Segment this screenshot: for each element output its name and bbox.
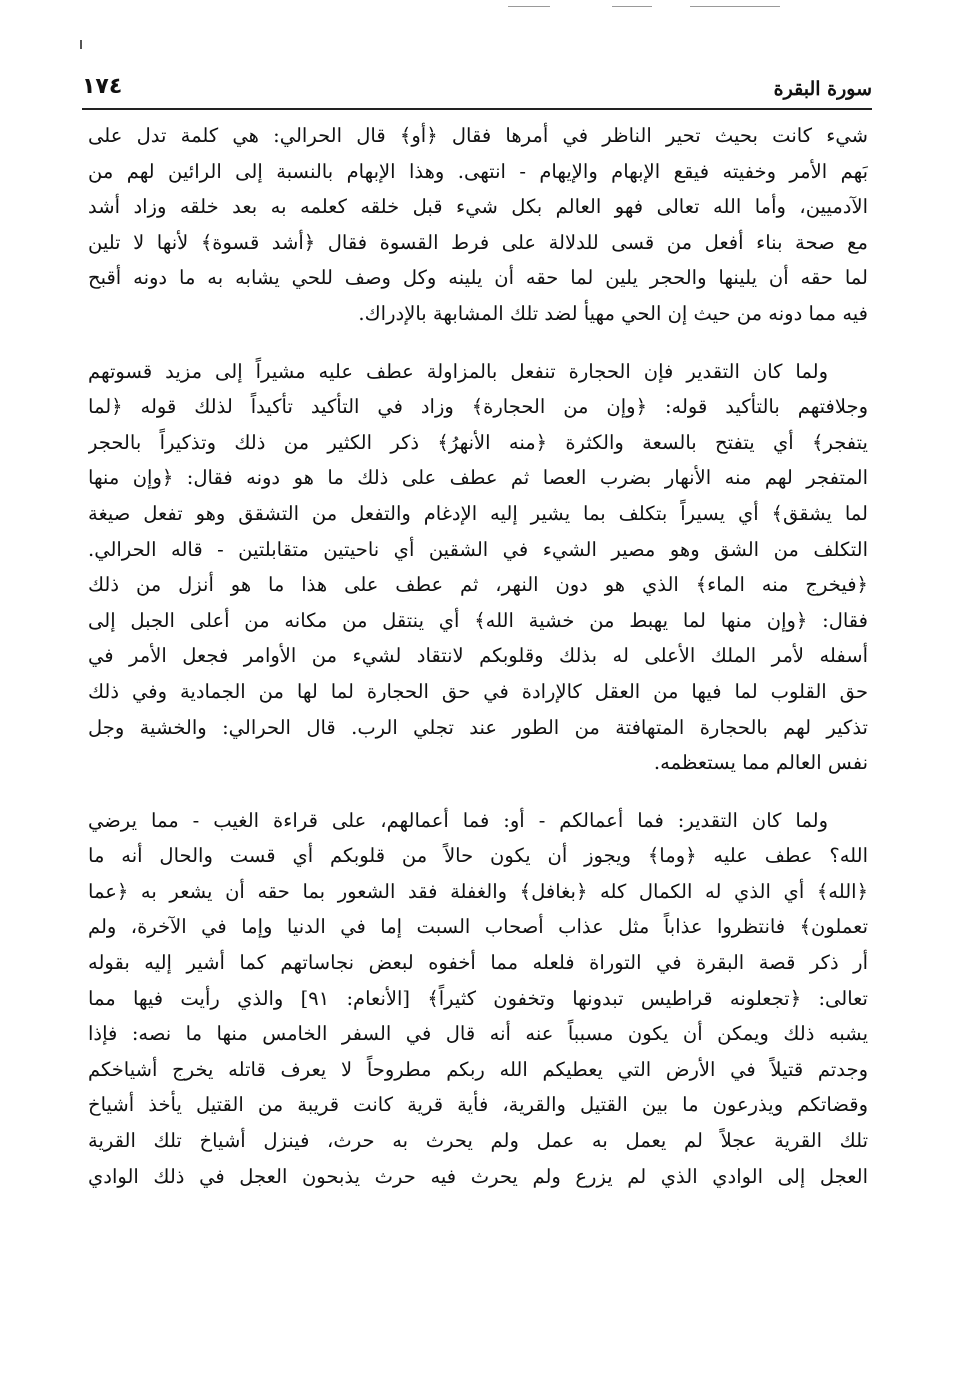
page-number: ١٧٤ [82,74,123,99]
text-line: ولما كان التقدير: فما أعمالكم - أو: فما أعمالهم، على قراءة الغيب - مما يرضي [88,808,828,832]
scan-artifact [508,6,550,7]
text-line: بَهم الأمر وخفيته فيقع الإبهام والإيهام - انتهى. وهذا الإبهام بالنسبة إلى الرائين لهم من [88,159,868,183]
text-line: التكلف من الشق وهو مصير الشيء في الشقين أي ناحيتين متقابلتين - قاله الحرالي. [88,537,868,561]
text-line: تعالى: ﴿تجعلونه قراطيس تبدونها وتخفون كثيراً﴾ [الأنعام: ٩١] والذي رأيت فيها مما [88,986,868,1010]
paragraph [88,803,868,1195]
text-line: فقال: ﴿وإن منها لما يهبط من خشية الله﴾ أي ينتقل من مكانه من أعلى الجبل إلى [88,608,868,632]
scan-artifact [690,6,780,7]
text-line: وقضاتكم ويذرعون ما بين القتيل والقرية، فأية قرية كانت قريبة من القتيل يأخذ أشياخ [88,1093,868,1117]
text-line: مع صحة بناء أفعل من قسى للدلالة على فرط القسوة فقال ﴿أشد قسوة﴾ لأنها لا تلين [88,230,868,254]
text-line: الله؟ عطف عليه ﴿وما﴾ ويجوز أن يكون حالاً من قلوبكم أي قست والحال أنه ما [88,844,868,868]
text-line: شيء كانت بحيث تحير الناظر في أمرها فقال ﴿أو﴾ قال الحرالي: هي كلمة تدل على [88,124,868,147]
text-line: ولما كان التقدير فإن الحجارة تنفعل بالمزاولة عطف عليه مشيراً إلى مزيد قسوتهم [88,359,828,383]
text-line: تذكير لهم بالحجارة المتهافتة من الطور عند تجلي الرب. قال الحرالي: والخشية وجل [88,715,868,739]
text-line: لما حقه أن يلينها والحجر يلين لما حقه أن يلينه وكل وصف للحي يشابه به ما دونه أقبح [88,266,868,290]
text-line: يتفجر﴾ أي يتفتح بالسعة والكثرة ﴿منه الأنهرُ﴾ ذكر الكثير من ذلك وتذكيراً بالحجر [88,430,868,454]
text-line: فيه مما دونه من حيث إن الحي مهيأ لضد تلك المشابهة بالإدراك. [358,301,868,325]
page-header [82,74,872,104]
paragraph [88,118,868,332]
text-line: تلك القرية عجلاً لم يعمل به عمل ولم يحرث به حرث، فينزل أشياخ تلك القرية [88,1129,868,1153]
scan-artifact [80,40,82,49]
text-line: حق القلوب لما فيها من العقل كالإرادة في حق الحجارة لما لها من الجمادية وفي ذلك [88,679,868,703]
text-line: العجل إلى الوادي الذي لم يزرع ولم يحرث فيه حرث يذبحون العجل في ذلك الوادي [88,1164,868,1188]
header-rule [82,108,872,110]
body-text [88,118,868,1194]
running-title: سورة البقرة [773,78,872,100]
text-line: وجلافتهم بالتأكيد قوله: ﴿وإن من الحجارة﴾ وزاد في التأكيد تأكيداً لذلك قوله ﴿لما [88,395,868,419]
text-line: الآدميين، وأما الله تعالى فهو العالم بكل شيء قبل خلقه كعلمه به بعد خلقه وزاد أشد [88,195,868,219]
text-line: أسفله لأمر الملك الأعلى له بذلك وقلوبكم لانتقاد لشيء من الأوامر فجعل الأمر في [88,644,868,668]
scan-artifact [612,6,652,7]
text-line: تعملون﴾ فانتظروا عذاباً مثل عذاب أصحاب السبت إما في الدنيا وإما في الآخرة، ولم [88,915,868,939]
text-line: لما يشقق﴾ أي يسيراً بتكلف بما يشير إليه الإدغام والتفعل من التشقق وهو تفعل صيغة [88,501,868,525]
text-line: المتفجر لهم منه الأنهار بضرب العصا ثم عطف على ذلك ما هو دونه فقال: ﴿وإن منها [88,466,868,490]
text-line: وجدتم قتيلاً في الأرض التي يعطيكم الله ربكم مطروحاً لا يعرف قاتله يخرج أشياخكم [88,1057,868,1081]
paragraph [88,354,868,781]
text-line: يشبه ذلك ويمكن أن يكون مسبباً عنه أنه قال في السفر الخامس منها ما نصه: فإذا [88,1022,868,1046]
text-line: ﴿الله﴾ أي الذي له الكمال كله ﴿بغافل﴾ والغفلة فقد الشعور بما حقه أن يشعر به ﴿عما [88,879,868,903]
text-line: ﴿فيخرج منه الماء﴾ الذي هو دون النهر، ثم عطف على هذا ما هو أنزل من ذلك [88,573,868,597]
text-line: أر ذكر قصة البقرة في التوراة فلعله مما أخفوه لبعض نجاساتهم كما أشير إليه بقوله [88,951,868,975]
text-line: نفس العالم مما يستعظمه. [653,751,868,775]
